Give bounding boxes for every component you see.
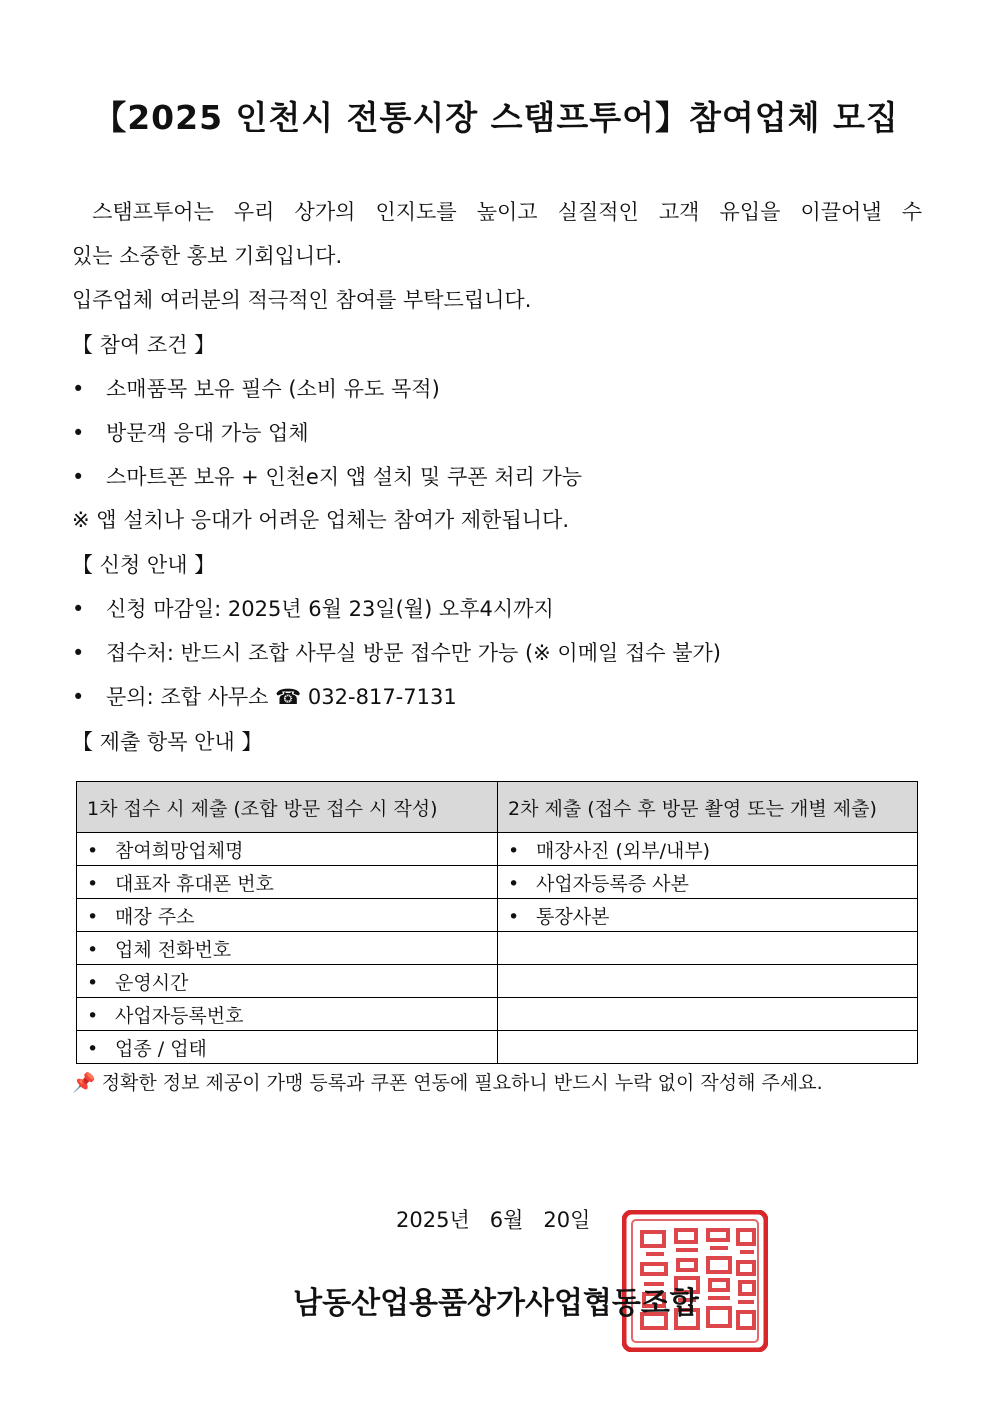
intro-line-1: 스탬프투어는 우리 상가의 인지도를 높이고 실질적인 고객 유입을 이끌어낼 수	[92, 200, 922, 224]
organization-name: 남동산업용품상가사업협동조합	[293, 1286, 699, 1321]
col2-cell	[498, 1031, 918, 1064]
conditions-note: ※ 앱 설치나 응대가 어려운 업체는 참여가 제한됩니다.	[72, 508, 570, 532]
intro-line-3: 입주업체 여러분의 적극적인 참여를 부탁드립니다.	[72, 288, 532, 312]
condition-item: • 스마트폰 보유 + 인천e지 앱 설치 및 쿠폰 처리 가능	[72, 462, 582, 492]
issue-date: 2025년 6월 20일	[396, 1208, 591, 1232]
bullet-icon: •	[87, 971, 99, 994]
col2-cell: • 통장사본	[498, 899, 918, 932]
bullet-icon: •	[87, 938, 99, 961]
bullet-icon: •	[87, 905, 99, 928]
col2-header: 2차 제출 (접수 후 방문 촬영 또는 개별 제출)	[498, 782, 918, 833]
col1-header: 1차 접수 시 제출 (조합 방문 접수 시 작성)	[77, 782, 498, 833]
col1-cell: • 운영시간	[77, 965, 498, 998]
submission-heading: 【 제출 항목 안내 】	[72, 730, 263, 754]
col2-cell	[498, 998, 918, 1031]
bullet-icon: •	[508, 872, 520, 895]
bullet-icon: •	[72, 685, 85, 709]
col2-cell: • 매장사진 (외부/내부)	[498, 833, 918, 866]
condition-item: • 방문객 응대 가능 업체	[72, 418, 309, 448]
bullet-icon: •	[87, 839, 99, 862]
condition-item: • 소매품목 보유 필수 (소비 유도 목적)	[72, 374, 440, 404]
col2-cell	[498, 932, 918, 965]
col1-cell: • 대표자 휴대폰 번호	[77, 866, 498, 899]
col1-cell: • 업종 / 업태	[77, 1031, 498, 1064]
col1-cell: • 사업자등록번호	[77, 998, 498, 1031]
col1-cell: • 매장 주소	[77, 899, 498, 932]
table-row	[77, 998, 918, 1031]
footnote: 📌 정확한 정보 제공이 가맹 등록과 쿠폰 연동에 필요하니 반드시 누락 없이 작성해 주세요.	[72, 1072, 823, 1094]
table-row	[77, 866, 918, 899]
table-row	[77, 1031, 918, 1064]
application-heading: 【 신청 안내 】	[72, 553, 216, 577]
col2-cell	[498, 965, 918, 998]
intro-line-2: 있는 소중한 홍보 기회입니다.	[72, 244, 343, 268]
page-title: 【2025 인천시 전통시장 스탬프투어】참여업체 모집	[93, 98, 899, 137]
table-row	[77, 965, 918, 998]
table-row	[77, 899, 918, 932]
conditions-heading: 【 참여 조건 】	[72, 333, 216, 357]
bullet-icon: •	[508, 839, 520, 862]
col1-cell: • 참여희망업체명	[77, 833, 498, 866]
submission-table	[76, 781, 918, 1064]
bullet-icon: •	[72, 465, 85, 489]
col2-cell: • 사업자등록증 사본	[498, 866, 918, 899]
bullet-icon: •	[72, 421, 85, 445]
application-item: • 접수처: 반드시 조합 사무실 방문 접수만 가능 (※ 이메일 접수 불가)	[72, 638, 721, 668]
bullet-icon: •	[508, 905, 520, 928]
application-item: • 신청 마감일: 2025년 6월 23일(월) 오후4시까지	[72, 594, 554, 624]
col1-cell: • 업체 전화번호	[77, 932, 498, 965]
bullet-icon: •	[72, 641, 85, 665]
table-row	[77, 833, 918, 866]
table-row	[77, 932, 918, 965]
bullet-icon: •	[72, 377, 85, 401]
application-item: • 문의: 조합 사무소 ☎ 032-817-7131	[72, 682, 457, 712]
bullet-icon: •	[72, 597, 85, 621]
bullet-icon: •	[87, 1004, 99, 1027]
bullet-icon: •	[87, 872, 99, 895]
bullet-icon: •	[87, 1037, 99, 1060]
